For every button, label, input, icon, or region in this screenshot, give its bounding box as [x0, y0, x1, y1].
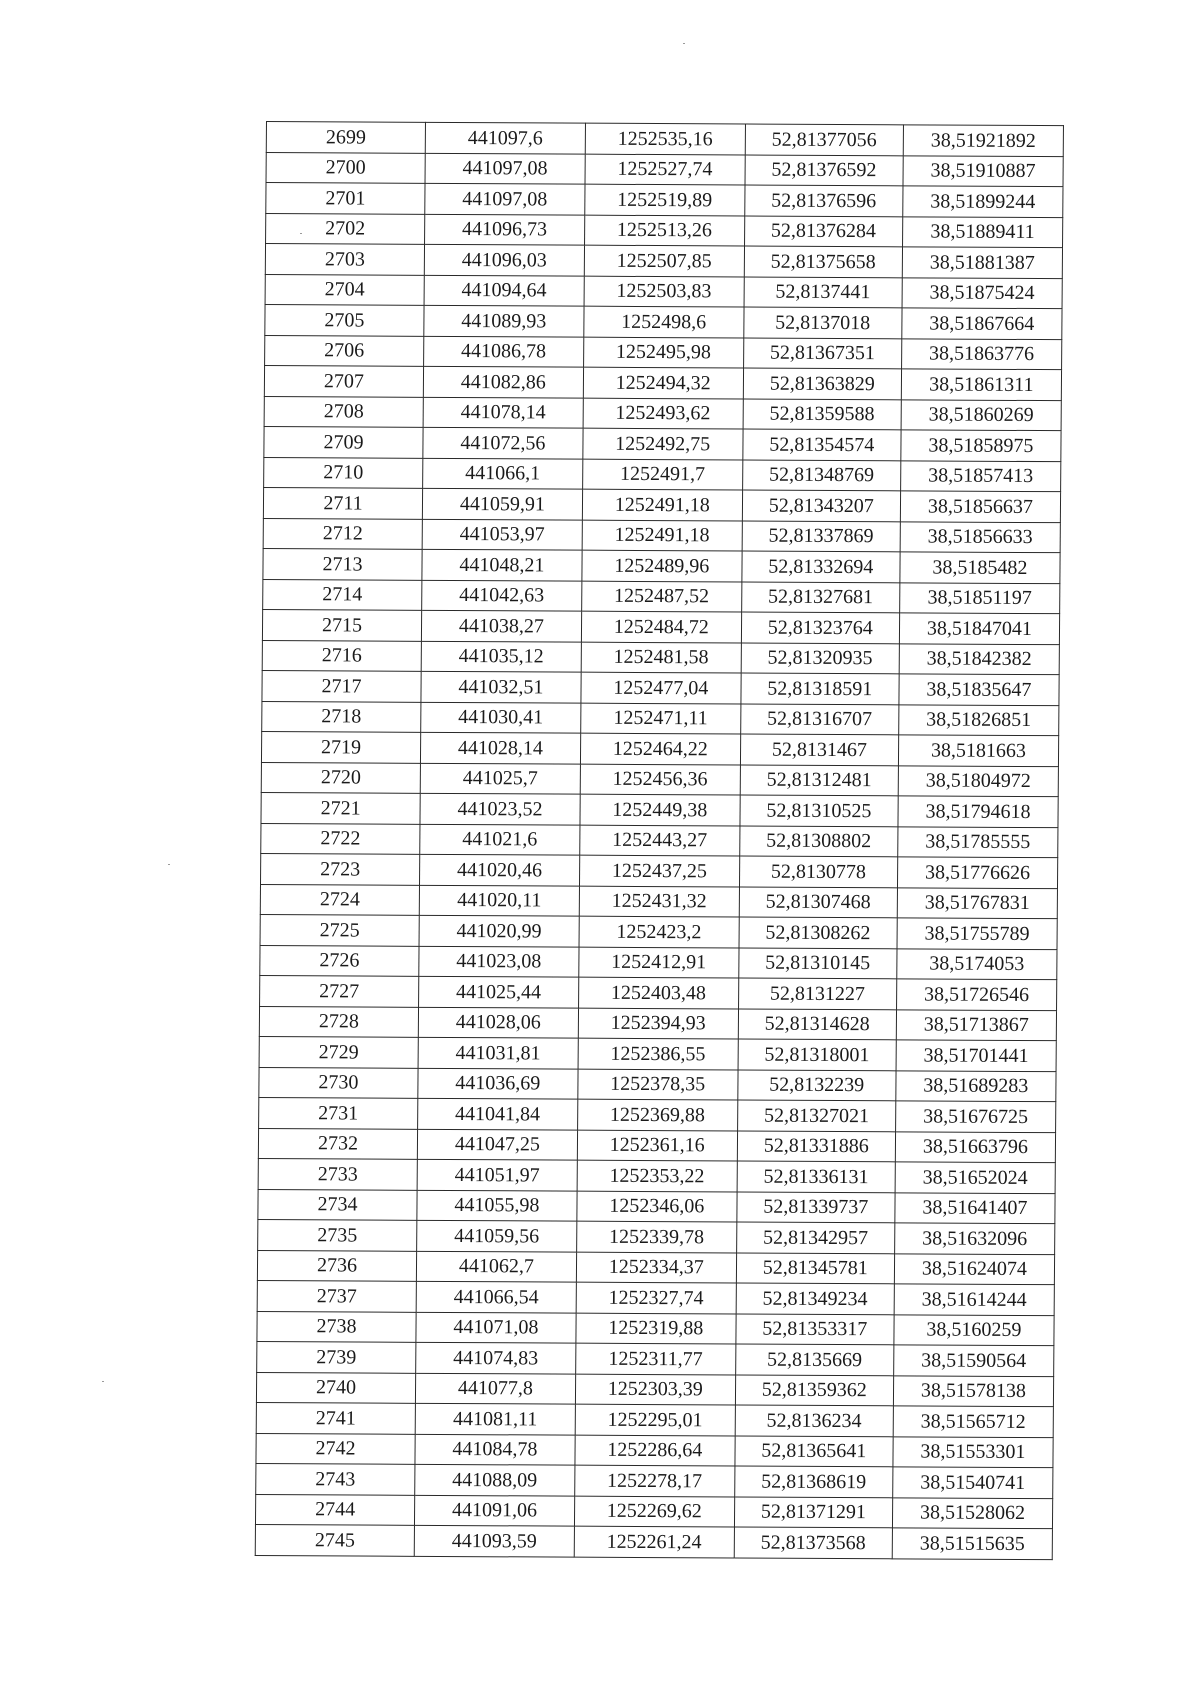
y-coordinate-cell: 1252353,22 — [577, 1160, 737, 1191]
latitude-cell: 52,81327681 — [741, 582, 899, 613]
point-number-cell: 2725 — [260, 914, 419, 945]
longitude-cell: 38,51540741 — [893, 1467, 1053, 1498]
x-coordinate-cell: 441028,06 — [418, 1007, 578, 1038]
y-coordinate-cell: 1252311,77 — [575, 1343, 735, 1374]
x-coordinate-cell: 441031,81 — [418, 1037, 578, 1068]
point-number-cell: 2738 — [257, 1311, 416, 1342]
x-coordinate-cell: 441089,93 — [424, 305, 584, 336]
latitude-cell: 52,81331886 — [737, 1130, 895, 1161]
longitude-cell: 38,51794618 — [898, 796, 1058, 827]
longitude-cell: 38,51857413 — [900, 460, 1060, 491]
latitude-cell: 52,8132239 — [738, 1069, 896, 1100]
longitude-cell: 38,51910887 — [903, 155, 1063, 186]
y-coordinate-cell: 1252519,89 — [585, 184, 745, 215]
latitude-cell: 52,81308262 — [739, 917, 897, 948]
latitude-cell: 52,81371291 — [734, 1496, 892, 1527]
x-coordinate-cell: 441025,7 — [420, 763, 580, 794]
latitude-cell: 52,81345781 — [736, 1252, 894, 1283]
latitude-cell: 52,81318591 — [741, 673, 899, 704]
latitude-cell: 52,81365641 — [735, 1435, 893, 1466]
longitude-cell: 38,5181663 — [898, 735, 1058, 766]
point-number-cell: 2728 — [259, 1006, 418, 1037]
x-coordinate-cell: 441028,14 — [420, 732, 580, 763]
x-coordinate-cell: 441035,12 — [421, 641, 581, 672]
table-row — [260, 945, 1057, 980]
latitude-cell: 52,81320935 — [741, 643, 899, 674]
table-row — [261, 853, 1058, 888]
point-number-cell: 2727 — [260, 975, 419, 1006]
x-coordinate-cell: 441093,59 — [414, 1525, 574, 1556]
latitude-cell: 52,81376592 — [745, 155, 903, 186]
point-number-cell: 2699 — [266, 122, 425, 153]
longitude-cell: 38,51767831 — [897, 887, 1057, 918]
latitude-cell: 52,81375658 — [744, 246, 902, 277]
longitude-cell: 38,51851197 — [900, 582, 1060, 613]
longitude-cell: 38,51847041 — [899, 613, 1059, 644]
y-coordinate-cell: 1252456,36 — [580, 764, 740, 795]
latitude-cell: 52,8137441 — [744, 277, 902, 308]
table-row — [262, 609, 1059, 644]
latitude-cell: 52,81353317 — [736, 1313, 894, 1344]
y-coordinate-cell: 1252346,06 — [577, 1191, 737, 1222]
latitude-cell: 52,8130778 — [739, 856, 897, 887]
table-row — [260, 914, 1057, 949]
y-coordinate-cell: 1252513,26 — [584, 215, 744, 246]
x-coordinate-cell: 441084,78 — [415, 1434, 575, 1465]
longitude-cell: 38,51860269 — [901, 399, 1061, 430]
x-coordinate-cell: 441062,7 — [416, 1251, 576, 1282]
latitude-cell: 52,81307468 — [739, 887, 897, 918]
y-coordinate-cell: 1252492,75 — [583, 428, 743, 459]
point-number-cell: 2702 — [266, 213, 425, 244]
y-coordinate-cell: 1252489,96 — [582, 550, 742, 581]
point-number-cell: 2710 — [264, 457, 423, 488]
latitude-cell: 52,81367351 — [743, 338, 901, 369]
y-coordinate-cell: 1252449,38 — [580, 794, 740, 825]
x-coordinate-cell: 441066,54 — [416, 1281, 576, 1312]
table-row — [260, 884, 1057, 919]
x-coordinate-cell: 441059,56 — [417, 1220, 577, 1251]
point-number-cell: 2744 — [255, 1494, 414, 1525]
longitude-cell: 38,5160259 — [894, 1314, 1054, 1345]
point-number-cell: 2743 — [256, 1463, 415, 1494]
y-coordinate-cell: 1252481,58 — [581, 642, 741, 673]
table-row — [256, 1372, 1053, 1407]
x-coordinate-cell: 441048,21 — [422, 549, 582, 580]
point-number-cell: 2700 — [266, 152, 425, 183]
latitude-cell: 52,81349234 — [736, 1283, 894, 1314]
point-number-cell: 2709 — [264, 426, 423, 457]
longitude-cell: 38,51652024 — [895, 1162, 1055, 1193]
latitude-cell: 52,81323764 — [741, 612, 899, 643]
scan-speck — [683, 43, 685, 44]
table-row — [259, 1006, 1056, 1041]
y-coordinate-cell: 1252378,35 — [578, 1069, 738, 1100]
point-number-cell: 2713 — [263, 548, 422, 579]
point-number-cell: 2708 — [264, 396, 423, 427]
point-number-cell: 2720 — [261, 762, 420, 793]
latitude-cell: 52,81376596 — [744, 185, 902, 216]
x-coordinate-cell: 441071,08 — [416, 1312, 576, 1343]
y-coordinate-cell: 1252269,62 — [574, 1496, 734, 1527]
y-coordinate-cell: 1252394,93 — [578, 1008, 738, 1039]
table-row — [256, 1402, 1053, 1437]
coordinates-table — [255, 121, 1064, 1560]
x-coordinate-cell: 441020,99 — [419, 915, 579, 946]
x-coordinate-cell: 441066,1 — [423, 458, 583, 489]
table-row — [261, 731, 1058, 766]
y-coordinate-cell: 1252477,04 — [581, 672, 741, 703]
y-coordinate-cell: 1252491,18 — [582, 520, 742, 551]
y-coordinate-cell: 1252386,55 — [578, 1038, 738, 1069]
y-coordinate-cell: 1252334,37 — [576, 1252, 736, 1283]
y-coordinate-cell: 1252491,7 — [582, 459, 742, 490]
table-row — [260, 975, 1057, 1010]
table-row — [258, 1189, 1055, 1224]
longitude-cell: 38,51553301 — [893, 1436, 1053, 1467]
table-row — [263, 548, 1060, 583]
point-number-cell: 2737 — [257, 1280, 416, 1311]
longitude-cell: 38,51755789 — [897, 918, 1057, 949]
latitude-cell: 52,81310145 — [739, 948, 897, 979]
table-row — [265, 274, 1062, 309]
latitude-cell: 52,81359588 — [743, 399, 901, 430]
table-row — [258, 1219, 1055, 1254]
y-coordinate-cell: 1252494,32 — [583, 367, 743, 398]
latitude-cell: 52,81316707 — [740, 704, 898, 735]
x-coordinate-cell: 441078,14 — [423, 397, 583, 428]
longitude-cell: 38,51875424 — [902, 277, 1062, 308]
latitude-cell: 52,8131467 — [740, 734, 898, 765]
x-coordinate-cell: 441059,91 — [422, 488, 582, 519]
y-coordinate-cell: 1252319,88 — [576, 1313, 736, 1344]
x-coordinate-cell: 441023,52 — [420, 793, 580, 824]
x-coordinate-cell: 441047,25 — [417, 1129, 577, 1160]
y-coordinate-cell: 1252443,27 — [580, 825, 740, 856]
table-row — [261, 792, 1058, 827]
point-number-cell: 2735 — [258, 1219, 417, 1250]
y-coordinate-cell: 1252361,16 — [577, 1130, 737, 1161]
point-number-cell: 2723 — [261, 853, 420, 884]
longitude-cell: 38,51835647 — [899, 674, 1059, 705]
point-number-cell: 2734 — [258, 1189, 417, 1220]
table-row — [258, 1158, 1055, 1193]
y-coordinate-cell: 1252503,83 — [584, 276, 744, 307]
x-coordinate-cell: 441023,08 — [419, 946, 579, 977]
longitude-cell: 38,51590564 — [894, 1345, 1054, 1376]
longitude-cell: 38,51889411 — [902, 216, 1062, 247]
y-coordinate-cell: 1252535,16 — [585, 123, 745, 154]
x-coordinate-cell: 441053,97 — [422, 519, 582, 550]
point-number-cell: 2701 — [266, 183, 425, 214]
table-row — [262, 640, 1059, 675]
longitude-cell: 38,51713867 — [896, 1009, 1056, 1040]
y-coordinate-cell: 1252491,18 — [582, 489, 742, 520]
latitude-cell: 52,81314628 — [738, 1009, 896, 1040]
y-coordinate-cell: 1252339,78 — [576, 1221, 736, 1252]
y-coordinate-cell: 1252295,01 — [575, 1404, 735, 1435]
longitude-cell: 38,51515635 — [892, 1528, 1052, 1559]
longitude-cell: 38,51785555 — [898, 826, 1058, 857]
longitude-cell: 38,51856633 — [900, 521, 1060, 552]
longitude-cell: 38,51861311 — [901, 369, 1061, 400]
x-coordinate-cell: 441021,6 — [420, 824, 580, 855]
point-number-cell: 2714 — [263, 579, 422, 610]
table-row — [264, 366, 1061, 401]
point-number-cell: 2716 — [262, 640, 421, 671]
latitude-cell: 52,81336131 — [737, 1161, 895, 1192]
x-coordinate-cell: 441081,11 — [415, 1403, 575, 1434]
y-coordinate-cell: 1252412,91 — [579, 947, 739, 978]
table-row — [264, 426, 1061, 461]
point-number-cell: 2724 — [260, 884, 419, 915]
y-coordinate-cell: 1252437,25 — [579, 855, 739, 886]
table-row — [265, 335, 1062, 370]
table-row — [257, 1311, 1054, 1346]
table-row — [266, 152, 1063, 187]
table-row — [262, 670, 1059, 705]
x-coordinate-cell: 441086,78 — [424, 336, 584, 367]
table-row — [263, 518, 1060, 553]
y-coordinate-cell: 1252423,2 — [579, 916, 739, 947]
latitude-cell: 52,81377056 — [745, 124, 903, 155]
latitude-cell: 52,8136234 — [735, 1405, 893, 1436]
x-coordinate-cell: 441032,51 — [421, 671, 581, 702]
latitude-cell: 52,81327021 — [737, 1100, 895, 1131]
longitude-cell: 38,51632096 — [894, 1223, 1054, 1254]
longitude-cell: 38,51614244 — [894, 1284, 1054, 1315]
longitude-cell: 38,51528062 — [892, 1497, 1052, 1528]
x-coordinate-cell: 441082,86 — [423, 366, 583, 397]
latitude-cell: 52,8137018 — [744, 307, 902, 338]
latitude-cell: 52,8135669 — [735, 1344, 893, 1375]
longitude-cell: 38,51776626 — [897, 857, 1057, 888]
latitude-cell: 52,81339737 — [737, 1191, 895, 1222]
coordinates-table-body — [255, 122, 1063, 1560]
longitude-cell: 38,51689283 — [896, 1070, 1056, 1101]
x-coordinate-cell: 441041,84 — [418, 1098, 578, 1129]
y-coordinate-cell: 1252278,17 — [575, 1465, 735, 1496]
longitude-cell: 38,51804972 — [898, 765, 1058, 796]
latitude-cell: 52,8131227 — [738, 978, 896, 1009]
table-row — [259, 1097, 1056, 1132]
y-coordinate-cell: 1252493,62 — [583, 398, 743, 429]
table-row — [266, 183, 1063, 218]
y-coordinate-cell: 1252487,52 — [581, 581, 741, 612]
longitude-cell: 38,51701441 — [896, 1040, 1056, 1071]
point-number-cell: 2718 — [262, 701, 421, 732]
x-coordinate-cell: 441097,08 — [425, 153, 585, 184]
longitude-cell: 38,51858975 — [901, 430, 1061, 461]
table-row — [261, 762, 1058, 797]
point-number-cell: 2704 — [265, 274, 424, 305]
y-coordinate-cell: 1252484,72 — [581, 611, 741, 642]
table-row — [259, 1067, 1056, 1102]
scan-speck — [168, 864, 170, 865]
y-coordinate-cell: 1252327,74 — [576, 1282, 736, 1313]
y-coordinate-cell: 1252495,98 — [583, 337, 743, 368]
latitude-cell: 52,81354574 — [743, 429, 901, 460]
y-coordinate-cell: 1252403,48 — [578, 977, 738, 1008]
point-number-cell: 2730 — [259, 1067, 418, 1098]
x-coordinate-cell: 441042,63 — [422, 580, 582, 611]
latitude-cell: 52,81310525 — [740, 795, 898, 826]
longitude-cell: 38,51624074 — [894, 1253, 1054, 1284]
latitude-cell: 52,81348769 — [742, 460, 900, 491]
x-coordinate-cell: 441096,73 — [425, 214, 585, 245]
x-coordinate-cell: 441025,44 — [419, 976, 579, 1007]
x-coordinate-cell: 441097,6 — [425, 122, 585, 153]
x-coordinate-cell: 441074,83 — [416, 1342, 576, 1373]
x-coordinate-cell: 441055,98 — [417, 1190, 577, 1221]
table-row — [264, 457, 1061, 492]
x-coordinate-cell: 441051,97 — [417, 1159, 577, 1190]
table-row — [257, 1250, 1054, 1285]
point-number-cell: 2729 — [259, 1036, 418, 1067]
point-number-cell: 2731 — [259, 1097, 418, 1128]
longitude-cell: 38,51856637 — [900, 491, 1060, 522]
table-row — [262, 701, 1059, 736]
y-coordinate-cell: 1252286,64 — [575, 1435, 735, 1466]
table-row — [257, 1341, 1054, 1376]
longitude-cell: 38,51641407 — [895, 1192, 1055, 1223]
latitude-cell: 52,81368619 — [734, 1466, 892, 1497]
longitude-cell: 38,51867664 — [902, 308, 1062, 339]
y-coordinate-cell: 1252498,6 — [584, 306, 744, 337]
latitude-cell: 52,81337869 — [742, 521, 900, 552]
x-coordinate-cell: 441097,08 — [425, 183, 585, 214]
table-row — [259, 1036, 1056, 1071]
point-number-cell: 2741 — [256, 1402, 415, 1433]
longitude-cell: 38,51578138 — [893, 1375, 1053, 1406]
x-coordinate-cell: 441077,8 — [415, 1373, 575, 1404]
point-number-cell: 2726 — [260, 945, 419, 976]
longitude-cell: 38,5185482 — [900, 552, 1060, 583]
latitude-cell: 52,81343207 — [742, 490, 900, 521]
longitude-cell: 38,51565712 — [893, 1406, 1053, 1437]
latitude-cell: 52,81376284 — [744, 216, 902, 247]
latitude-cell: 52,81312481 — [740, 765, 898, 796]
y-coordinate-cell: 1252471,11 — [580, 703, 740, 734]
x-coordinate-cell: 441020,46 — [420, 854, 580, 885]
y-coordinate-cell: 1252303,39 — [575, 1374, 735, 1405]
latitude-cell: 52,81373568 — [734, 1527, 892, 1558]
longitude-cell: 38,51881387 — [902, 247, 1062, 278]
point-number-cell: 2706 — [265, 335, 424, 366]
longitude-cell: 38,5174053 — [897, 948, 1057, 979]
x-coordinate-cell: 441088,09 — [415, 1464, 575, 1495]
longitude-cell: 38,51921892 — [903, 125, 1063, 156]
y-coordinate-cell: 1252431,32 — [579, 886, 739, 917]
table-row — [265, 305, 1062, 340]
longitude-cell: 38,51863776 — [901, 338, 1061, 369]
point-number-cell: 2705 — [265, 305, 424, 336]
point-number-cell: 2717 — [262, 670, 421, 701]
table-row — [264, 396, 1061, 431]
point-number-cell: 2721 — [261, 792, 420, 823]
point-number-cell: 2733 — [258, 1158, 417, 1189]
y-coordinate-cell: 1252261,24 — [574, 1526, 734, 1557]
point-number-cell: 2711 — [263, 487, 422, 518]
table-row — [255, 1524, 1052, 1559]
table-row — [261, 823, 1058, 858]
table-row — [266, 213, 1063, 248]
longitude-cell: 38,51826851 — [899, 704, 1059, 735]
latitude-cell: 52,81363829 — [743, 368, 901, 399]
x-coordinate-cell: 441020,11 — [419, 885, 579, 916]
longitude-cell: 38,51899244 — [903, 186, 1063, 217]
table-row — [258, 1128, 1055, 1163]
table-row — [266, 122, 1063, 157]
table-row — [256, 1433, 1053, 1468]
point-number-cell: 2715 — [262, 609, 421, 640]
table-row — [263, 487, 1060, 522]
table-row — [255, 1494, 1052, 1529]
point-number-cell: 2712 — [263, 518, 422, 549]
table-row — [263, 579, 1060, 614]
y-coordinate-cell: 1252507,85 — [584, 245, 744, 276]
scan-speck — [102, 1381, 104, 1382]
x-coordinate-cell: 441096,03 — [424, 244, 584, 275]
y-coordinate-cell: 1252527,74 — [585, 154, 745, 185]
latitude-cell: 52,81342957 — [736, 1222, 894, 1253]
point-number-cell: 2707 — [264, 366, 423, 397]
x-coordinate-cell: 441036,69 — [418, 1068, 578, 1099]
x-coordinate-cell: 441094,64 — [424, 275, 584, 306]
point-number-cell: 2719 — [261, 731, 420, 762]
point-number-cell: 2736 — [257, 1250, 416, 1281]
table-row — [265, 244, 1062, 279]
point-number-cell: 2745 — [255, 1524, 414, 1555]
point-number-cell: 2742 — [256, 1433, 415, 1464]
longitude-cell: 38,51676725 — [895, 1101, 1055, 1132]
longitude-cell: 38,51663796 — [895, 1131, 1055, 1162]
latitude-cell: 52,81359362 — [735, 1374, 893, 1405]
point-number-cell: 2740 — [256, 1372, 415, 1403]
y-coordinate-cell: 1252464,22 — [580, 733, 740, 764]
longitude-cell: 38,51726546 — [896, 979, 1056, 1010]
x-coordinate-cell: 441091,06 — [415, 1495, 575, 1526]
y-coordinate-cell: 1252369,88 — [577, 1099, 737, 1130]
latitude-cell: 52,81308802 — [739, 826, 897, 857]
latitude-cell: 52,81318001 — [738, 1039, 896, 1070]
point-number-cell: 2732 — [258, 1128, 417, 1159]
x-coordinate-cell: 441030,41 — [421, 702, 581, 733]
point-number-cell: 2739 — [257, 1341, 416, 1372]
x-coordinate-cell: 441038,27 — [421, 610, 581, 641]
point-number-cell: 2722 — [261, 823, 420, 854]
point-number-cell: 2703 — [265, 244, 424, 275]
latitude-cell: 52,81332694 — [742, 551, 900, 582]
table-row — [257, 1280, 1054, 1315]
x-coordinate-cell: 441072,56 — [423, 427, 583, 458]
table-row — [256, 1463, 1053, 1498]
longitude-cell: 38,51842382 — [899, 643, 1059, 674]
